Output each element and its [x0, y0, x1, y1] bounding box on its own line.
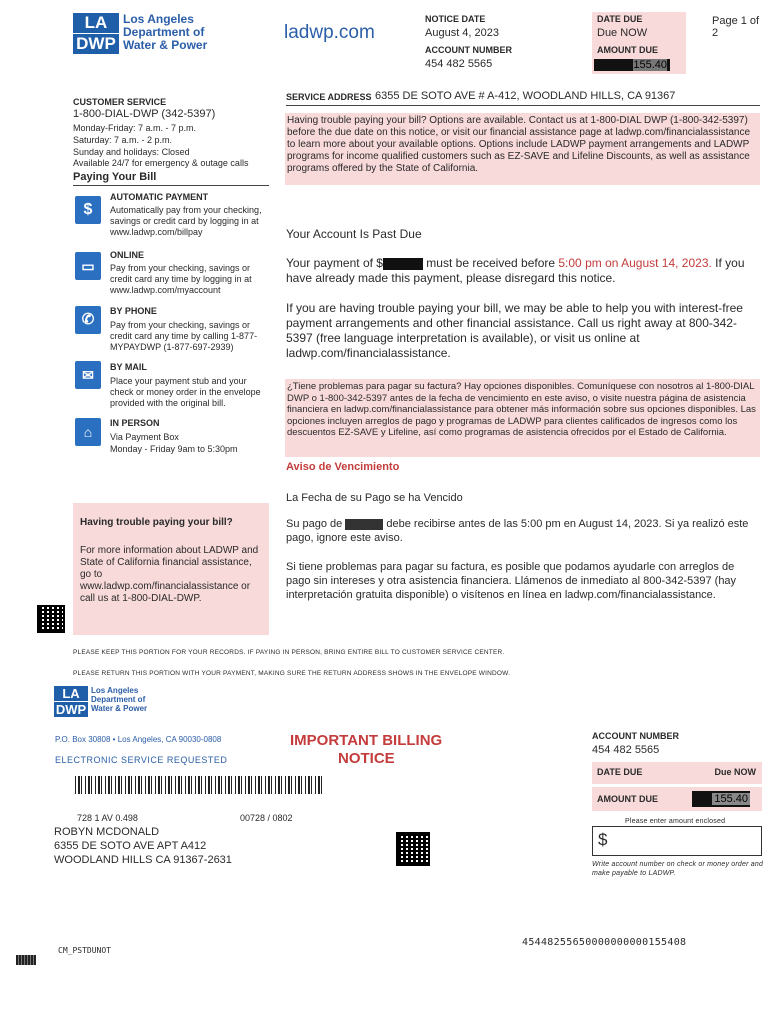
mail-icon: ✉ — [75, 361, 101, 389]
stub-org-3: Water & Power — [91, 704, 148, 713]
intro-box — [285, 113, 760, 185]
page-number: Page 1 of 2 — [712, 15, 760, 39]
keep-notice: PLEASE KEEP THIS PORTION FOR YOUR RECORDS. IF PAYING IN PERSON, BRING ENTIRE BILL TO CUSTOMER SERVICE CENTER. — [73, 649, 505, 656]
stub-amount-value: 155.40 — [714, 793, 748, 805]
payment-pre: Your payment of $ — [286, 256, 383, 270]
stub-logo — [54, 686, 164, 718]
account-number: 454 482 5565 — [425, 58, 493, 70]
es-payment-pre: Su pago de — [286, 518, 346, 530]
mail-title: BY MAIL — [110, 362, 147, 372]
service-address-label: SERVICE ADDRESS — [286, 92, 372, 102]
cs-hours-2: Saturday: 7 a.m. - 2 p.m. — [73, 135, 173, 145]
recipient-name: ROBYN MCDONALD — [54, 826, 160, 838]
online-text: Pay from your checking, savings or credit card any time by logging in at www.ladwp.com/myaccount — [110, 263, 252, 295]
recipient-addr-1: 6355 DE SOTO AVE APT A412 — [54, 840, 207, 852]
recipient-addr-2: WOODLAND HILLS CA 91367-2631 — [54, 854, 232, 866]
stub-org-1: Los Angeles — [91, 686, 139, 695]
redacted-amount — [383, 258, 423, 270]
stub-logo-dwp: DWP — [55, 702, 87, 717]
stub-logo-la: LA — [54, 686, 88, 701]
computer-icon: ▭ — [75, 252, 101, 280]
amount-due-label: AMOUNT DUE — [597, 45, 658, 55]
spanish-box — [285, 379, 760, 457]
building-icon: ⌂ — [75, 418, 101, 446]
scanline: 45448255650000000000155408 — [522, 937, 687, 948]
seq-right: 00728 / 0802 — [240, 813, 293, 823]
payment-deadline: 5:00 pm on August 14, 2023. — [558, 256, 712, 270]
service-address-value: 6355 DE SOTO AVE # A-412, WOODLAND HILLS, CA 91367 — [375, 90, 676, 102]
spanish-payment-paragraph — [286, 517, 760, 545]
in-person-title: IN PERSON — [110, 418, 160, 428]
service-address-rule — [286, 105, 760, 106]
notice-date: August 4, 2023 — [425, 27, 500, 39]
spanish-past-due: La Fecha de su Pago se ha Vencido — [286, 492, 463, 504]
postal-barcode — [75, 776, 325, 794]
paying-title: Paying Your Bill — [73, 171, 157, 183]
mail-text: Place your payment stub and your check or money order in the envelope provided with the original bill. — [110, 376, 261, 408]
enter-amount-label: Please enter amount enclosed — [625, 818, 726, 825]
stub-date-due-label: DATE DUE — [597, 767, 643, 777]
cs-hours-4: Available 24/7 for emergency & outage calls — [73, 158, 249, 168]
stub-account-label: ACCOUNT NUMBER — [592, 731, 679, 741]
date-due-label: DATE DUE — [597, 14, 643, 24]
electronic-service: ELECTRONIC SERVICE REQUESTED — [55, 755, 228, 765]
stub-account-number: 454 482 5565 — [592, 744, 660, 756]
logo-dwp: DWP — [73, 34, 119, 54]
qr-code-stub — [396, 832, 430, 866]
stub-amount-label: AMOUNT DUE — [597, 794, 658, 804]
qr-code-left — [37, 605, 65, 633]
paying-rule — [73, 185, 269, 186]
stub-amount-row — [592, 787, 762, 811]
trouble-box — [73, 503, 269, 635]
amount-due — [594, 59, 670, 71]
es-payment-post: debe recibirse antes de las 5:00 pm en August 14, 2023. Si ya realizó este pago, ignore este aviso. — [286, 518, 749, 544]
seq-left: 728 1 AV 0.498 — [77, 813, 138, 823]
payment-post: If you have already made this payment, please disregard this notice. — [286, 256, 745, 285]
customer-service-title: CUSTOMER SERVICE — [73, 97, 167, 107]
important-billing-line-1: IMPORTANT BILLING — [290, 732, 443, 749]
stub-amount-due — [692, 791, 750, 807]
in-person-text-1: Via Payment Box — [110, 432, 179, 442]
date-due: Due NOW — [597, 27, 648, 39]
phone-title: BY PHONE — [110, 306, 157, 316]
account-number-label: ACCOUNT NUMBER — [425, 45, 512, 55]
dollar-sign: $ — [598, 830, 608, 849]
stub-org-2: Department of — [91, 695, 146, 704]
trouble-paragraph-en: If you are having trouble paying your bill, we may be able to help you with interest-free payment arrangements and other financial assistance. Call us right away at 800-342-5397 (free language interpretation is available), or visit us online at ladwp.com/financialassistance. — [286, 301, 743, 360]
notice-date-label: NOTICE DATE — [425, 14, 486, 24]
phone-text: Pay from your checking, savings or credit card any time by calling 1-877-MYPAYDWP (1-877-697-2939) — [110, 320, 258, 352]
stub-date-due-row — [592, 762, 762, 784]
logo-la: LA — [73, 13, 119, 33]
org-line-2: Department of — [123, 25, 205, 39]
in-person-text-2: Monday - Friday 9am to 5:30pm — [110, 444, 238, 454]
amount-enclosed-box[interactable] — [592, 826, 762, 856]
amount-due-value: 155.40 — [633, 59, 667, 71]
org-line-3: Water & Power — [123, 38, 208, 52]
important-billing-line-2: NOTICE — [338, 750, 395, 767]
cs-hours-3: Sunday and holidays: Closed — [73, 147, 190, 157]
po-box: P.O. Box 30808 • Los Angeles, CA 90030-0808 — [55, 735, 222, 744]
return-notice: PLEASE RETURN THIS PORTION WITH YOUR PAYMENT, MAKING SURE THE RETURN ADDRESS SHOWS IN THE ENVELOPE WINDOW. — [73, 670, 511, 677]
website: ladwp.com — [284, 22, 375, 43]
ladwp-logo — [73, 13, 213, 57]
past-due-heading: Your Account Is Past Due — [286, 227, 422, 241]
intro-text: Having trouble paying your bill? Options are available. Contact us at 1-800-DIAL DWP (1-800-342-5397) before the due date on this notice, or visit our financial assistance page at ladwp.com/financialassistance to learn more about your available options. Options include LADWP payment arrangements and LADWP programs for income qualified customers such as EZ-SAVE and Lifeline Discounts, as well as assistance programs offered by the State of California. — [287, 115, 751, 174]
write-note: Write account number on check or money order and make payable to LADWP. — [592, 861, 764, 877]
footer-code: CM_PSTDUNOT — [58, 946, 111, 955]
es-redacted-amount — [345, 519, 383, 530]
spanish-title: Aviso de Vencimiento — [286, 461, 400, 473]
stub-date-due: Due NOW — [714, 767, 756, 777]
org-line-1: Los Angeles — [123, 12, 194, 26]
phone-icon: ✆ — [75, 306, 101, 334]
auto-pay-text: Automatically pay from your checking, savings or credit card by logging in at www.ladwp.com/billpay — [110, 205, 262, 237]
spanish-box-text: ¿Tiene problemas para pagar su factura? Hay opciones disponibles. Comuníquese con nosotros al 1-800-DIAL DWP o 1-800-342-5397 antes de la fecha de vencimiento en este aviso, o visite nuestra página de asistencia financiera en ladwp.com/financialassistance para obtener más información sobre sus opciones disponibles. Las opciones incluyen arreglos de pago y programas de LADWP para clientes calificados de ingresos como los descuentos EZ-SAVE y Lifeline, así como programas de asistencia ofrecidos por el Estado de California. — [287, 381, 756, 438]
trouble-box-title: Having trouble paying your bill? — [80, 517, 233, 528]
spanish-trouble-paragraph: Si tiene problemas para pagar su factura, es posible que podamos ayudarle con arreglos de pago sin intereses y otra asistencia financiera. Llámenos de inmediato al 800-342-5397 (hay interpretación gratuita disponible) o visítenos en línea en ladwp.com/financialassistance. — [286, 561, 737, 601]
cs-phone: 1-800-DIAL-DWP (342-5397) — [73, 108, 216, 120]
cs-hours-1: Monday-Friday: 7 a.m. - 7 p.m. — [73, 123, 197, 133]
trouble-box-text: For more information about LADWP and State of California financial assistance, go to www.ladwp.com/financialassistance or call us at 1-800-DIAL-DWP. — [80, 545, 259, 604]
dollar-icon: $ — [75, 196, 101, 224]
due-box — [592, 12, 686, 74]
online-title: ONLINE — [110, 250, 145, 260]
payment-mid: must be received before — [422, 256, 559, 270]
corner-mark — [16, 955, 36, 965]
payment-paragraph — [286, 256, 758, 286]
auto-pay-title: AUTOMATIC PAYMENT — [110, 192, 209, 202]
